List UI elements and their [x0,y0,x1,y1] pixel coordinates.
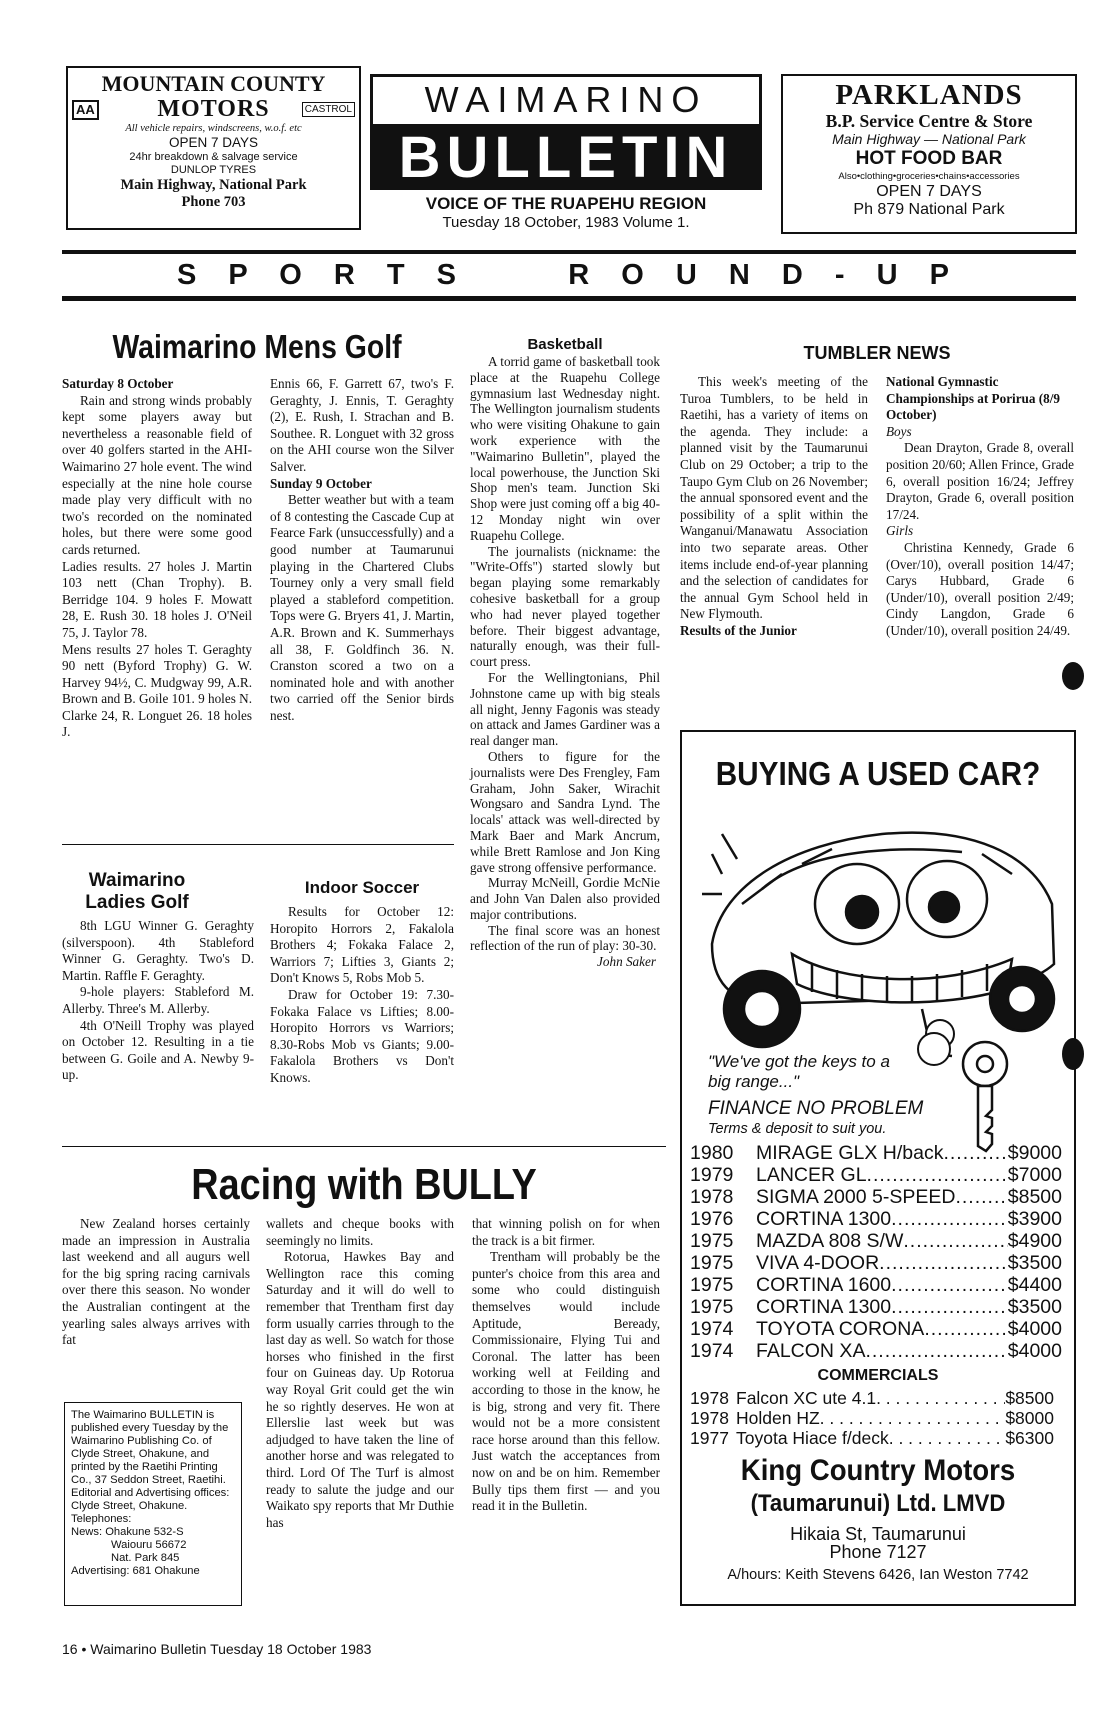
ladies-golf-p3: 4th O'Neill Trophy was played on October 12. Resulting in a tie between G. Goile and A. Newby 9-up. [62,1017,254,1083]
tumbler-headline: TUMBLER NEWS [803,343,951,363]
racing-col2-p1: wallets and cheque books with seemingly no limits. [266,1216,454,1248]
car-listing: 1975 VIVA 4-DOOR ..... $3500 [690,1252,1062,1274]
waimarino-title: WAIMARINO [370,74,762,124]
hot-food-bar: HOT FOOD BAR [855,148,1003,169]
dealer-after-hours: A/hours: Keith Stevens 6426, Ian Weston 7742 [727,1567,1029,1583]
voice-tagline: VOICE OF THE RUAPEHU REGION [425,194,707,213]
car-listing: 1979 LANCER GL ..... $7000 [690,1164,1062,1186]
golf-sunday-text: Better weather but with a team of 8 contesting the Cascade Cup at Fearce Fark (unsuccessfully) and a good number at Taumarunui playing in the Chartered Clubs Tourney only a very small field played a stableford competition. Tops were G. Bryers 41, J. Martin, A.R. Brown and K. Summerhays all 38, F. Goldfinch 36. N. Cranston scored a two on a nominated hole and with another two carried off the Senior birds nest. [270,492,454,723]
parklands-also: Also•clothing•groceries•chains•accessories [838,171,1020,182]
basketball-byline: John Saker [597,954,656,970]
car-listing: 1975 CORTINA 1300 ..... $3500 [690,1296,1062,1318]
imprint-telephones: Telephones: [71,1513,132,1525]
banner-bottom-rule [62,296,1076,301]
finance-line: FINANCE NO PROBLEM [708,1098,924,1119]
imprint-offices: Clyde Street, Ohakune. [71,1500,188,1512]
left-ad-tyres: DUNLOP TYRES [170,164,257,176]
dealer-phone: Phone 7127 [829,1542,927,1562]
basketball-headline: Basketball [527,336,603,353]
indoor-soccer-body [270,904,454,1087]
tumbler-col2 [886,374,1074,640]
ladies-golf-p2: 9-hole players: Stableford M. Allerby. Three's M. Allerby. [62,984,254,1016]
left-ad-breakdown: 24hr breakdown & salvage service [129,151,298,163]
keys-quote: "We've got the keys to a big range..." [708,1052,890,1091]
left-ad-address: Main Highway, National Park [120,177,307,193]
left-ad-phone: Phone 703 [181,194,246,210]
car-listing: 1975 MAZDA 808 S/W ..... $4900 [690,1230,1062,1252]
racing-col1 [62,1216,250,1349]
racing-col3 [472,1216,660,1515]
golf-sunday-heading: Sunday 9 October [270,475,372,491]
imprint-text: The Waimarino BULLETIN is published every Tuesday by the Waimarino Publishing Co. of Clyde Street, Ohakune, and printed by the Raetihi Printing Co., 37 Seddon Street, Raetihi. Editorial and Advertising offices: [71,1409,230,1499]
parklands-ad [781,74,1077,234]
motors-title: MOTORS [157,96,270,122]
issue-date: Tuesday 18 October, 1983 Volume 1. [442,214,690,231]
racing-col1-text: New Zealand horses certainly made an impression in Australia last weekend and all augurs well for the big spring racing carnivals over there this season. No wonder the Australian contingent at the yearling sales always arrives with fat [62,1216,250,1348]
racing-top-rule [62,1146,666,1147]
racing-col3-p1: that winning polish on for when the track is a bit firmer. [472,1216,660,1248]
cartoon-car-illustration [682,794,1074,1074]
tumbler-col1-tail: Results of the Junior [680,622,797,638]
golf-saturday-text: Rain and strong winds probably kept some players away but nevertheless a reasonable field of over 40 golfers started in the AHI-Waimarino 27 hole event. The wind especially at the nine hole course made play very difficult with no two's recorded on the nominated holes, but there were some good cards returned. [62,392,252,557]
mens-golf-col1 [62,376,252,741]
tumbler-col1 [680,374,868,640]
gym-championships-heading: National Gymnastic Championships at Porirua (8/9 October) [886,374,1061,423]
mens-golf-headline: Waimarino Mens Golf [112,328,402,365]
basketball-p5: Murray McNeill, Gordie McNie and John Van Dalen also provided major contributions. [470,875,660,922]
imprint-news-3: Nat. Park 845 [111,1552,180,1564]
basketball-p6: The final score was an honest reflection of the run of play: 30-30. [470,922,660,954]
basketball-p2: The journalists (nickname: the "Write-Offs") started slowly but began playing some remarkably cohesive basketball for a group who had never played together before. Their biggest advantage, naturally enough, was their full-court press. [470,543,660,670]
parklands-subtitle: B.P. Service Centre & Store [825,111,1033,131]
car-listing: 1976 CORTINA 1300 ..... $3900 [690,1208,1062,1230]
masthead-center [370,74,762,234]
key-icon [950,1036,1020,1156]
imprint-news-2: Waiouru 56672 [111,1539,187,1551]
dealer-address: Hikaia St, Taumarunui [790,1524,966,1544]
left-ad-open: OPEN 7 DAYS [168,135,259,150]
imprint-advertising: Advertising: 681 Ohakune [71,1565,200,1577]
banner-top-rule [62,250,1076,254]
imprint-news-1: News: Ohakune 532-S [71,1526,184,1538]
car-listing: 1975 CORTINA 1600 ..... $4400 [690,1274,1062,1296]
binder-hole-bottom [1062,1038,1084,1070]
golf-mens-results: Mens results 27 holes T. Geraghty 90 nett (Byford Trophy) G. W. Harvey 94½, C. Mudgway 99, A.R. Brown and B. Goile 101. 9 holes N. Clarke 24, R. Longuet 26. 18 holes J. [62,641,252,740]
commercial-listing: 1978 Holden HZ . . . $8000 [690,1408,1054,1428]
car-price-list [690,1142,1062,1362]
racing-col2 [266,1216,454,1531]
commercials-heading: COMMERCIALS [817,1367,939,1384]
dealer-name: King Country Motors [740,1454,1016,1487]
tumbler-col1-text: This week's meeting of the Turoa Tumblers, to be held in Raetihi, has a variety of items on the agenda. They include: a planned visit by the Taumarunui Club on 29 October; a trip to the Taupo Gym Club on 26 November; the annual sponsored event and the possibility of a split within the Wanganui/Manawatu Association into two separate areas. Other items include end-of-year planning and the selection of candidates for the annual Gym School held in New Flymouth. [680,374,868,622]
golf-col2-text: Ennis 66, F. Garrett 67, two's F. Geraghty, J. Ennis, T. Geraghty (2), E. Rush, I. Strachan and B. Southee. R. Longuet with 32 gross on the AHI course won the Silver Salver. [270,376,454,474]
binder-hole-top [1062,662,1084,690]
left-ad-services: All vehicle repairs, windscreens, w.o.f. etc [125,123,302,134]
racing-col2-p2: Rotorua, Hawkes Bay and Wellington race this coming Saturday and it will do well to remember that Trentham first day form usually carries through to the last day as well. So watch for those horses who finished in the first four on Guineas day. Up Rotorua way Royal Grit could get the win he so rightly deserves. He won at Ellerslie last week but was adjudged to have taken the line of another horse and was relegated to third. Lord Of The Turf is almost ready to salute the judge and our Waikato spy reports that Mr Duthie has [266,1249,454,1530]
motors-row [68,96,359,122]
used-car-headline: BUYING A USED CAR? [715,755,1041,792]
gym-girls-text: Christina Kennedy, Grade 6 (Over/10), overall position 14/47; Carys Hubbard, Grade 6 (Under/10), overall position 2/49; Cindy Langdon, Grade 6 (Under/10), overall position 24/49. [886,539,1074,638]
gym-boys-label: Boys [886,423,912,439]
terms-line: Terms & deposit to suit you. [708,1121,887,1137]
racing-col3-p2: Trentham will probably be the punter's choice from this area and some who could distinguish themselves would include Aptitude, Beready, Commissionaire, Flying Tui and Coronal. The latter has been working well at Feilding and according to those in the know, he is big, strong and very fit. There would not be a more consistent race horse around than this fellow. Just watch the acceptances from now on and be on him. Remember Bully tips them first — and you read it in the Bulletin. [472,1249,660,1514]
parklands-open: OPEN 7 DAYS [876,183,982,200]
gym-girls-label: Girls [886,523,914,539]
ladies-golf-p1: 8th LGU Winner G. Geraghty (silverspoon). 4th Stableford Winner G. Geraghty. Two's D. Martin. Raffle F. Geraghty. [62,918,254,983]
dealer-name-2: (Taumarunui) Ltd. LMVD [750,1490,1006,1517]
imprint-box [64,1402,242,1606]
used-car-ad [680,730,1076,1606]
car-listing: 1978 SIGMA 2000 5-SPEED ..... $8500 [690,1186,1062,1208]
car-listing: 1980 MIRAGE GLX H/back ..... $9000 [690,1142,1062,1164]
castrol-logo: CASTROL [302,102,355,117]
indoor-soccer-headline: Indoor Soccer [304,878,420,897]
page-footer: 16 • Waimarino Bulletin Tuesday 18 October 1983 [62,1641,372,1657]
mountain-county-ad [66,66,361,230]
commercials-list [690,1388,1054,1448]
basketball-p4: Others to figure for the journalists were Des Frengley, Fam Graham, John Saker, Wirachit Wongsaro and Sandra Lynd. The locals' attack was well-directed by Mark Baer and Mark Ancrum, while Brett Ramlose and Jon King gave strong offensive performance. [470,748,660,875]
parklands-title: PARKLANDS [835,79,1023,111]
commercial-listing: 1977 Toyota Hiace f/deck . . . $6300 [690,1428,1054,1448]
golf-ladies-results: Ladies results. 27 holes J. Martin 103 nett (Chan Trophy). B. Berridge 104. 9 holes F. Mowatt 28, E. Rush 30. 18 holes J. O'Neil 75, J. Taylor 78. [62,558,252,640]
car-listing: 1974 FALCON XA ..... $4000 [690,1340,1062,1362]
golf-divider [62,844,454,845]
parklands-location: Main Highway — National Park [832,131,1026,147]
commercial-listing: 1978 Falcon XC ute 4.1 . . . $8500 [690,1388,1054,1408]
racing-headline: Racing with BULLY [191,1160,537,1209]
gym-boys-text: Dean Drayton, Grade 8, overall position 20/60; Allen Frince, Grade 6, overall position 16/24; Jeffrey Drayton, Grade 6, overall position 17/24. [886,440,1074,522]
aa-logo: AA [72,100,99,120]
soccer-draw: Draw for October 19: 7.30- Fokaka Falace vs Lifties; 8.00- Horopito Horrors vs Warriors; 8.30-Robs Mob vs Giants; 9.00-Fakalola Brothers vs Don't Knows. [270,986,454,1085]
golf-saturday-heading: Saturday 8 October [62,376,174,391]
parklands-phone: Ph 879 National Park [853,201,1005,218]
mountain-county-title: MOUNTAIN COUNTY [101,71,326,96]
bulletin-title: BULLETIN [370,124,762,190]
basketball-p3: For the Wellingtonians, Phil Johnstone came up with big steals all night, Jenny Fagonis was steady on attack and James Gardiner was a real danger man. [470,669,660,749]
ladies-golf-body [62,918,254,1084]
sports-roundup-banner: S P O R T S R O U N D - U P [177,259,961,291]
ladies-golf-headline: Waimarino Ladies Golf [85,870,189,913]
mens-golf-col2 [270,376,454,724]
basketball-body [470,354,660,970]
soccer-results: Results for October 12: Horopito Horrors 2, Fakalola Brothers 4; Fokaka Falace 2, Warriors 7; Lifties 3, Giants 2; Don't Knows 5, Robs Mob 5. [270,904,454,986]
basketball-p1: A torrid game of basketball took place at the Ruapehu College gymnasium last Wednesday night. The Wellington journalism students who were visiting Ohakune to gain work experience with the "Waimarino Bulletin", played the local powerhouse, the Junction Ski Shop men's team. Junction Ski Shop were just coming off a big 40-12 Monday night win over Ruapehu College. [470,354,660,543]
car-listing: 1974 TOYOTA CORONA ..... $4000 [690,1318,1062,1340]
